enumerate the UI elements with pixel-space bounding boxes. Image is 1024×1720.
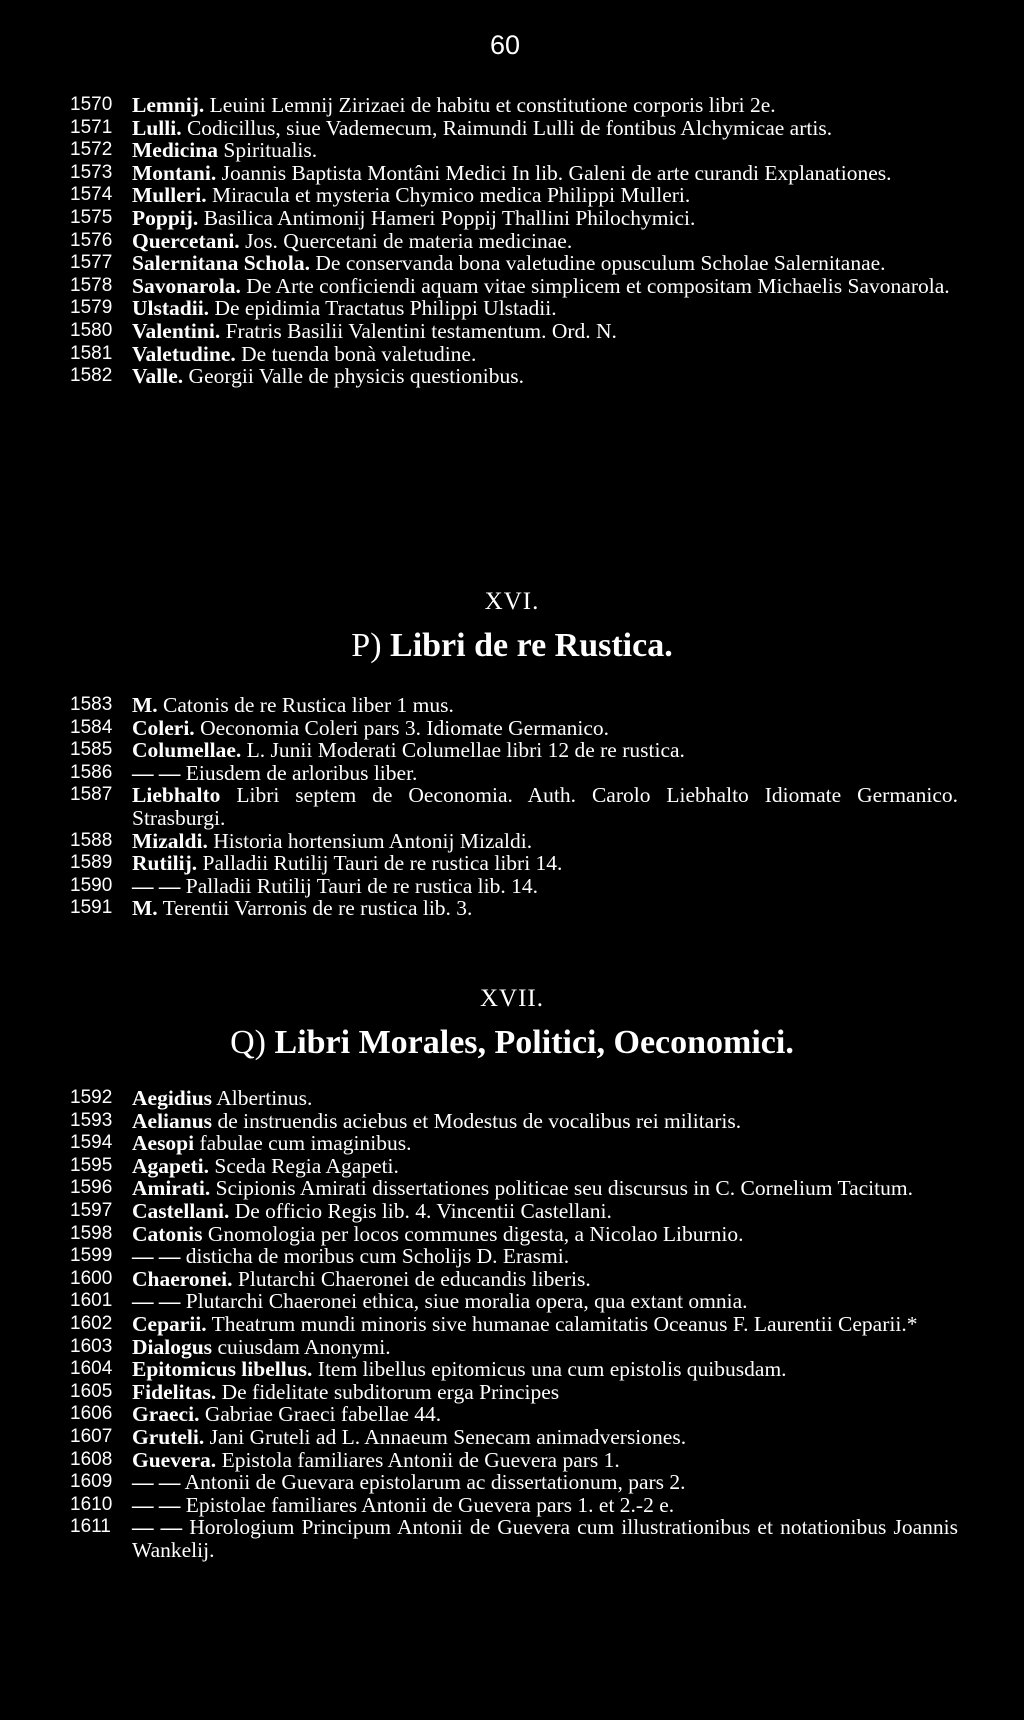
entry-number: 1597 [70,1199,113,1221]
section-title [0,626,1024,666]
entry-keyword: Columellae. [132,738,242,763]
entry-number: 1600 [70,1267,113,1289]
entry-description: Sceda Regia Agapeti. [214,1153,399,1178]
entry-keyword: Aesopi [132,1131,195,1156]
entry-number: 1581 [70,342,113,364]
entry-description: Antonii de Guevara epistolarum ac dissertationum, pars 2. [184,1470,686,1495]
catalog-entry [70,1290,958,1313]
catalog-entry [70,1426,958,1449]
entry-number: 1579 [70,297,113,319]
section-letter: P) [351,627,382,664]
entry-description: De tuenda bonà valetudine. [241,341,477,366]
catalog-entry [70,117,958,140]
entry-description: Historia hortensium Antonij Mizaldi. [213,828,533,853]
entry-number: 1587 [70,784,113,806]
entry-number: 1590 [70,874,113,896]
entry-keyword: Catonis [132,1221,203,1246]
entry-description: Plutarchi Chaeronei ethica, siue moralia opera, qua extant omnia. [185,1289,748,1314]
catalog-entry [70,1132,958,1155]
entry-description: Leuini Lemnij Zirizaei de habitu et constitutione corporis libri 2e. [209,93,776,117]
entry-keyword: — — [132,1515,183,1540]
entry-keyword: Valentini. [132,318,221,343]
entry-keyword: Rutilij. [132,851,198,876]
entry-number: 1601 [70,1290,113,1312]
catalog-entry [70,739,958,762]
entry-keyword: Valle. [132,364,184,389]
catalog-entry [70,875,958,898]
entry-description: Miracula et mysteria Chymico medica Philippi Mulleri. [212,183,691,208]
catalog-entry [70,1268,958,1291]
catalog-entry [70,162,958,185]
entry-number: 1570 [70,94,113,115]
catalog-entry [70,852,958,875]
entry-description: Georgii Valle de physicis questionibus. [188,364,524,389]
entry-number: 1604 [70,1358,113,1380]
entry-description: disticha de moribus cum Scholijs D. Erasmi. [185,1244,570,1269]
entry-number: 1593 [70,1109,113,1131]
entry-description: Epistolae familiares Antonii de Guevera pars 1. et 2.-2 e. [185,1492,675,1517]
entry-number: 1584 [70,716,113,738]
section-title-text: Libri de re Rustica. [390,627,673,664]
catalog-entry [70,1110,958,1133]
entry-description: Spiritualis. [223,138,318,163]
entry-keyword: Liebhalto [132,783,221,808]
section-title [0,1023,1024,1063]
entry-list-rustica [70,694,958,920]
entry-number: 1574 [70,184,113,206]
catalog-entry [70,320,958,343]
entry-keyword: — — [132,760,181,785]
entry-description: Jani Gruteli ad L. Annaeum Senecam animadversiones. [209,1424,687,1449]
entry-description: Jos. Quercetani de materia medicinae. [245,228,573,253]
entry-keyword: Savonarola. [132,273,241,298]
entry-number: 1589 [70,852,113,874]
entry-description: Libri septem de Oeconomia. Auth. Carolo Liebhalto Idiomate Germanico. Strasburgi. [132,783,958,830]
entry-keyword: Montani. [132,160,217,185]
entry-description: De fidelitate subditorum erga Principes [221,1379,560,1404]
entry-keyword: Mizaldi. [132,828,208,853]
entry-keyword: Lulli. [132,115,182,140]
catalog-entry [70,1403,958,1426]
entry-keyword: Graeci. [132,1402,200,1427]
catalog-entry [70,252,958,275]
entry-keyword: Valetudine. [132,341,236,366]
catalog-entry [70,1381,958,1404]
entry-description: Fratris Basilii Valentini testamentum. Ord. N. [225,318,617,343]
catalog-entry [70,830,958,853]
entry-number: 1592 [70,1087,113,1108]
entry-description: De officio Regis lib. 4. Vincentii Castellani. [234,1198,612,1223]
entry-keyword: Dialogus [132,1334,213,1359]
entry-keyword: Ceparii. [132,1311,207,1336]
entry-keyword: Aegidius [132,1086,213,1110]
entry-number: 1608 [70,1448,113,1470]
entry-description: Basilica Antimonij Hameri Poppij Thallini Philochymici. [203,205,696,230]
catalog-entry [70,1336,958,1359]
catalog-entry [70,762,958,785]
entry-keyword: Quercetani. [132,228,240,253]
entry-description: Epistola familiares Antonii de Guevera pars 1. [221,1447,620,1472]
catalog-entry [70,897,958,920]
entry-number: 1596 [70,1177,113,1199]
entry-keyword: Medicina [132,138,218,163]
entry-keyword: — — [132,1289,181,1314]
entry-number: 1580 [70,319,113,341]
catalog-entry [70,207,958,230]
entry-number: 1582 [70,365,113,387]
entry-keyword: — — [132,1492,181,1517]
catalog-entry [70,1223,958,1246]
entry-description: L. Junii Moderati Columellae libri 12 de re rustica. [246,738,685,763]
entry-keyword: Poppij. [132,205,199,230]
catalog-entry [70,1177,958,1200]
entry-keyword: — — [132,1470,181,1495]
entry-description: De epidimia Tractatus Philippi Ulstadii. [214,296,557,321]
entry-keyword: Agapeti. [132,1153,210,1178]
entry-number: 1602 [70,1312,113,1334]
entry-keyword: Chaeronei. [132,1266,233,1291]
catalog-entry [70,717,958,740]
entry-keyword: Aelianus [132,1108,213,1133]
entry-description: Terentii Varronis de re rustica lib. 3. [162,896,473,921]
entry-number: 1575 [70,206,113,228]
entry-keyword: Guevera. [132,1447,217,1472]
entry-number: 1576 [70,229,113,251]
entry-keyword: — — [132,1244,181,1269]
catalog-entry [70,1087,958,1110]
catalog-entry [70,1200,958,1223]
entry-description: Gabriae Graeci fabellae 44. [204,1402,442,1427]
entry-description: Palladii Rutilij Tauri de re rustica lib. 14. [185,873,538,898]
page-number: 60 [490,30,521,60]
catalog-entry [70,1313,958,1336]
entry-list-medicine [70,94,958,388]
entry-number: 1603 [70,1335,113,1357]
entry-keyword: — — [132,873,181,898]
entry-list-morales [70,1087,958,1561]
catalog-entry [70,1245,958,1268]
entry-description: de instruendis aciebus et Modestus de vocalibus rei militaris. [217,1108,742,1133]
entry-keyword: Castellani. [132,1198,230,1223]
entry-keyword: M. [132,896,158,921]
catalog-entry [70,94,958,117]
section-title-text: Libri Morales, Politici, Oeconomici. [274,1024,794,1061]
entry-description: Codicillus, siue Vademecum, Raimundi Lulli de fontibus Alchymicae artis. [186,115,833,140]
entry-number: 1609 [70,1471,113,1493]
entry-description: De conservanda bona valetudine opusculum Scholae Salernitanae. [315,251,886,276]
entry-description: Plutarchi Chaeronei de educandis liberis. [237,1266,591,1291]
catalog-entry [70,1449,958,1472]
catalog-entry [70,343,958,366]
entry-number: 1594 [70,1132,113,1154]
entry-number: 1606 [70,1403,113,1425]
entry-keyword: Gruteli. [132,1424,205,1449]
entry-number: 1588 [70,829,113,851]
catalog-entry [70,1358,958,1381]
entry-keyword: Fidelitas. [132,1379,217,1404]
entry-number: 1578 [70,274,113,296]
entry-keyword: Amirati. [132,1176,211,1201]
catalog-entry [70,297,958,320]
catalog-entry [70,784,958,829]
entry-description: Albertinus. [216,1086,313,1110]
entry-description: Oeconomia Coleri pars 3. Idiomate Germanico. [200,715,610,740]
catalog-entry [70,1516,958,1561]
entry-number: 1611 [70,1516,111,1538]
entry-keyword: Salernitana Schola. [132,251,310,276]
entry-description: Horologium Principum Antonii de Guevera cum illustrationibus et notationibus Joannis Wankelij. [132,1515,959,1562]
entry-number: 1591 [70,897,113,919]
entry-number: 1607 [70,1425,113,1447]
section-roman-numeral: XVI. [484,588,540,615]
entry-description: Theatrum mundi minoris sive humanae calamitatis Oceanus F. Laurentii Ceparii.* [211,1311,918,1336]
catalog-entry [70,184,958,207]
catalog-entry [70,139,958,162]
entry-number: 1585 [70,739,113,761]
catalog-entry [70,365,958,388]
catalog-entry [70,1155,958,1178]
entry-number: 1571 [70,116,113,138]
catalog-entry [70,694,958,717]
entry-description: Scipionis Amirati dissertationes politicae seu discursus in C. Cornelium Tacitum. [215,1176,913,1201]
entry-number: 1577 [70,252,113,274]
entry-keyword: Coleri. [132,715,195,740]
entry-keyword: M. [132,693,158,717]
section-heading-xvi [0,588,1024,666]
entry-number: 1605 [70,1380,113,1402]
entry-number: 1583 [70,694,113,715]
entry-number: 1599 [70,1245,113,1267]
entry-description: Palladii Rutilij Tauri de re rustica libri 14. [202,851,563,876]
catalog-entry [70,230,958,253]
entry-number: 1572 [70,139,113,161]
entry-keyword: Lemnij. [132,93,205,117]
entry-number: 1573 [70,161,113,183]
entry-description: Joannis Baptista Montâni Medici In lib. Galeni de arte curandi Explanationes. [221,160,892,185]
catalog-entry [70,1494,958,1517]
entry-description: De Arte conficiendi aquam vitae simplicem et compositam Michaelis Savonarola. [246,273,950,298]
catalog-entry [70,275,958,298]
entry-description: cuiusdam Anonymi. [217,1334,391,1359]
section-heading-xvii [0,985,1024,1063]
entry-number: 1586 [70,761,113,783]
entry-description: Eiusdem de arloribus liber. [185,760,418,785]
entry-number: 1595 [70,1154,113,1176]
entry-keyword: Mulleri. [132,183,207,208]
section-letter: Q) [230,1024,267,1061]
entry-description: fabulae cum imaginibus. [199,1131,412,1156]
entry-number: 1610 [70,1493,113,1515]
entry-number: 1598 [70,1222,113,1244]
entry-description: Item libellus epitomicus una cum epistolis quibusdam. [317,1357,787,1382]
entry-keyword: Ulstadii. [132,296,210,321]
entry-keyword: Epitomicus libellus. [132,1357,313,1382]
section-roman-numeral: XVII. [479,985,544,1012]
entry-description: Gnomologia per locos communes digesta, a Nicolao Liburnio. [207,1221,744,1246]
entry-description: Catonis de re Rustica liber 1 mus. [163,693,454,717]
catalog-entry [70,1471,958,1494]
